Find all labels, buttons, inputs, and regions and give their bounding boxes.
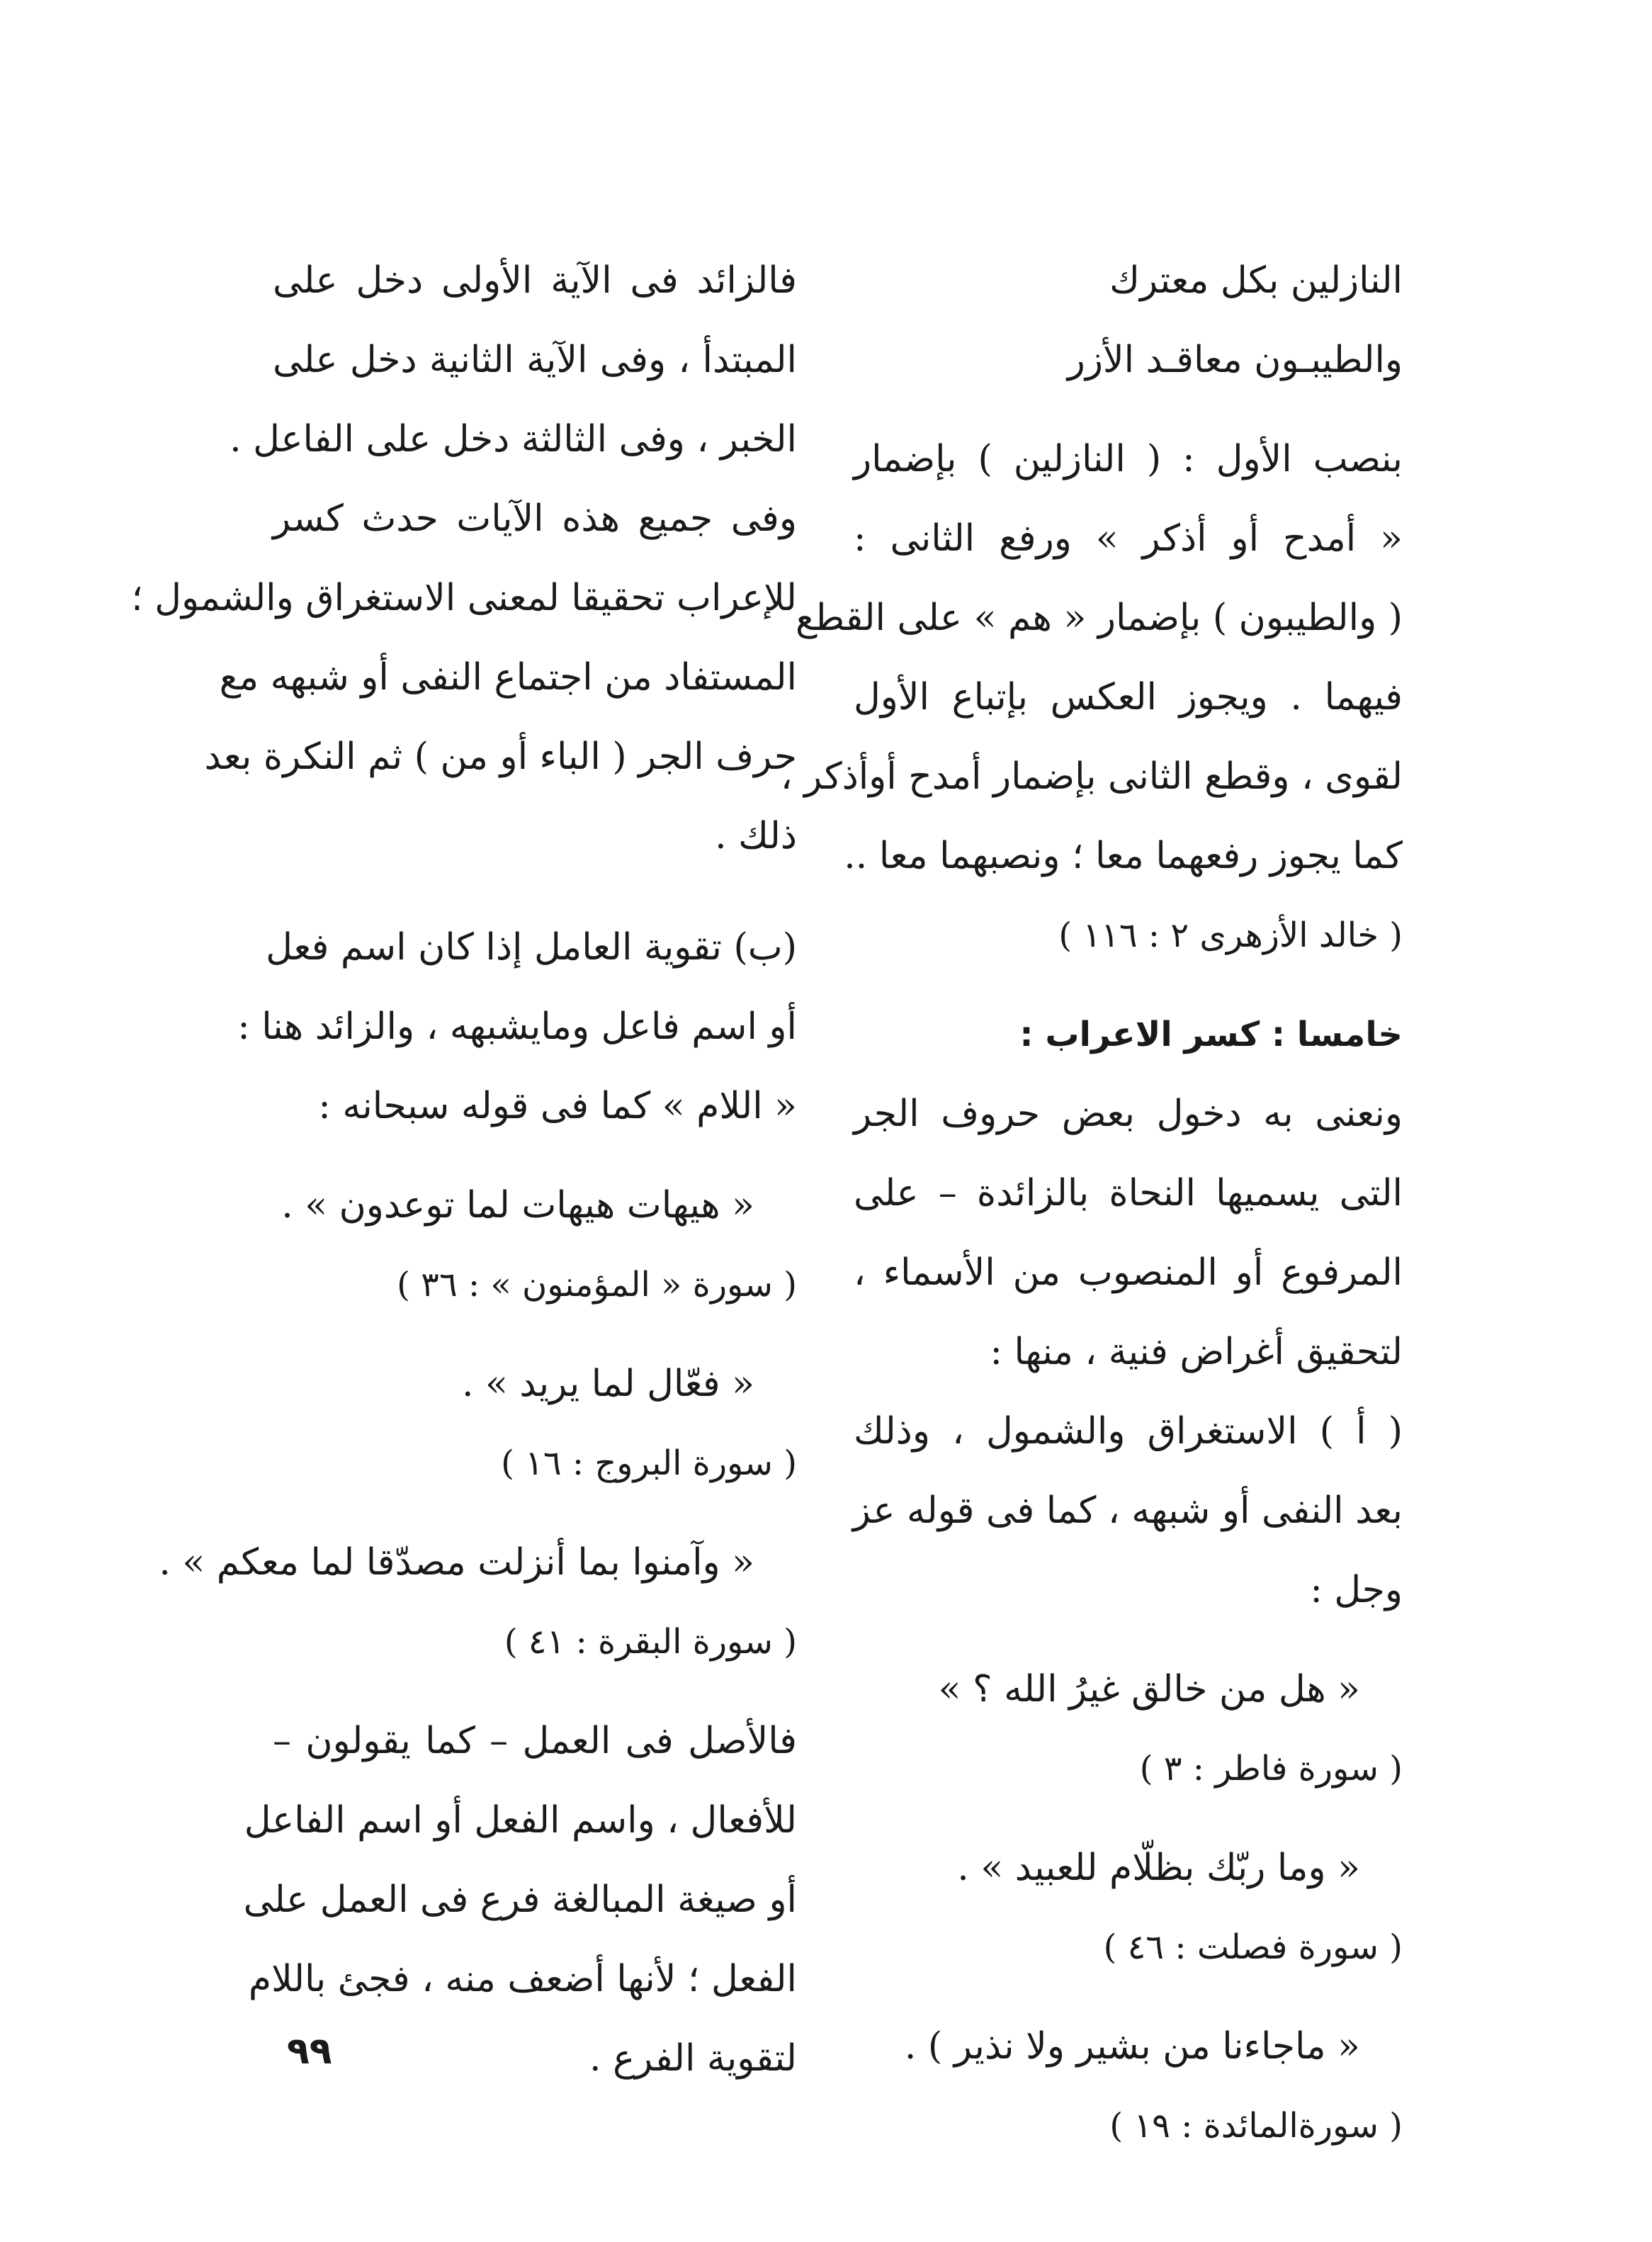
text-line: بنصب الأول : ( النازلين ) بإضمار [854,438,1403,480]
text-line: أو اسم فاعل ومايشبهه ، والزائد هنا : [237,1005,797,1048]
paragraph-gap [273,876,797,908]
text-line: لقوى ، وقطع الثانى بإضمار أمدح أوأذكر ، [780,755,1403,798]
text-line: فيهما . ويجوز العكس بإتباع الأول [854,676,1403,719]
text-line: للإعراب تحقيقا لمعنى الاستغراق والشمول ؛ [131,577,797,619]
quran-quote: « هل من خالق غيرُ الله ؟ » [938,1668,1360,1711]
text-line: حرف الجر ( الباء أو من ) ثم النكرة بعد [204,736,797,778]
paragraph-gap [854,975,1403,995]
citation: ( سورة فصلت : ٤٦ ) [1103,1927,1403,1967]
text-line: المستفاد من اجتماع النفى أو شبهه مع [219,656,797,699]
citation: ( سورة « المؤمنون » : ٣٦ ) [397,1265,797,1305]
page-number: ٩٩ [287,2030,332,2073]
text-line: ( والطيبون ) بإضمار « هم » على القطع [796,597,1403,639]
text-line: المرفوع أو المنصوب من الأسماء ، [854,1251,1403,1294]
text-line: الفعل ؛ لأنها أضعف منه ، فجئ باللام [248,1958,797,2000]
text-line: « اللام » كما فى قوله سبحانه : [318,1085,797,1127]
text-line: ( أ ) الاستغراق والشمول ، وذلك [854,1410,1403,1453]
quran-quote: « ماجاءنا من بشير ولا نذير ) . [904,2025,1360,2068]
text-line: الخبر ، وفى الثالثة دخل على الفاعل . [230,418,797,461]
poetry-line: والطيبـون معاقـد الأزر [1067,339,1403,381]
right-column [780,241,1403,2165]
left-column [131,241,797,2098]
section-heading: خامسا : كسر الاعراب : [1019,1015,1403,1054]
text-line: أو صيغة المبالغة فرع فى العمل على [243,1878,797,1921]
citation: ( خالد الأزهرى ٢ : ١١٦ ) [1058,916,1403,955]
citation: ( سورة البروج : ١٦ ) [501,1443,797,1483]
paragraph-gap [273,1324,797,1344]
paragraph-gap [854,1630,1403,1650]
text-line: ونعنى به دخول بعض حروف الجر [854,1093,1403,1135]
citation: ( سورة فاطر : ٣ ) [1139,1749,1403,1788]
text-line: ذلك . [715,815,797,857]
text-line: « أمدح أو أذكر » ورفع الثانى : [854,517,1403,560]
paragraph-gap [273,1146,797,1166]
text-line: وجل : [1310,1569,1403,1611]
text-line: (ب) تقوية العامل إذا كان اسم فعل [266,926,797,969]
paragraph-gap [854,1808,1403,1828]
text-line: فالزائد فى الآية الأولى دخل على [273,259,797,302]
text-line: وفى جميع هذه الآيات حدث كسر [273,497,797,540]
paragraph-gap [854,400,1403,419]
quran-quote: « هيهات هيهات لما توعدون » . [281,1184,754,1227]
text-line: التى يسميها النحاة بالزائدة – على [854,1172,1403,1215]
text-line: للأفعال ، واسم الفعل أو اسم الفاعل [244,1799,797,1842]
text-line: المبتدأ ، وفى الآية الثانية دخل على [273,339,797,381]
text-line: فالأصل فى العمل – كما يقولون – [273,1720,797,1762]
text-line: بعد النفى أو شبهه ، كما فى قوله عز [852,1489,1403,1532]
quran-quote: « فعّال لما يريد » . [461,1363,754,1405]
citation: ( سورة البقرة : ٤١ ) [504,1622,797,1662]
quran-quote: « وآمنوا بما أنزلت مصدّقا لما معكم » . [159,1541,754,1584]
citation: ( سورةالمائدة : ١٩ ) [1109,2106,1403,2146]
text-line: كما يجوز رفعهما معا ؛ ونصبهما معا .. [844,835,1403,877]
text-line: لتقوية الفرع . [589,2037,797,2080]
paragraph-gap [273,1682,797,1701]
poetry-line: النازلين بكل معترك [1109,259,1403,302]
paragraph-gap [854,1987,1403,2007]
quran-quote: « وما ربّك بظلّام للعبيد » . [957,1847,1360,1889]
paragraph-gap [273,1503,797,1523]
text-line: لتحقيق أغراض فنية ، منها : [990,1331,1403,1373]
